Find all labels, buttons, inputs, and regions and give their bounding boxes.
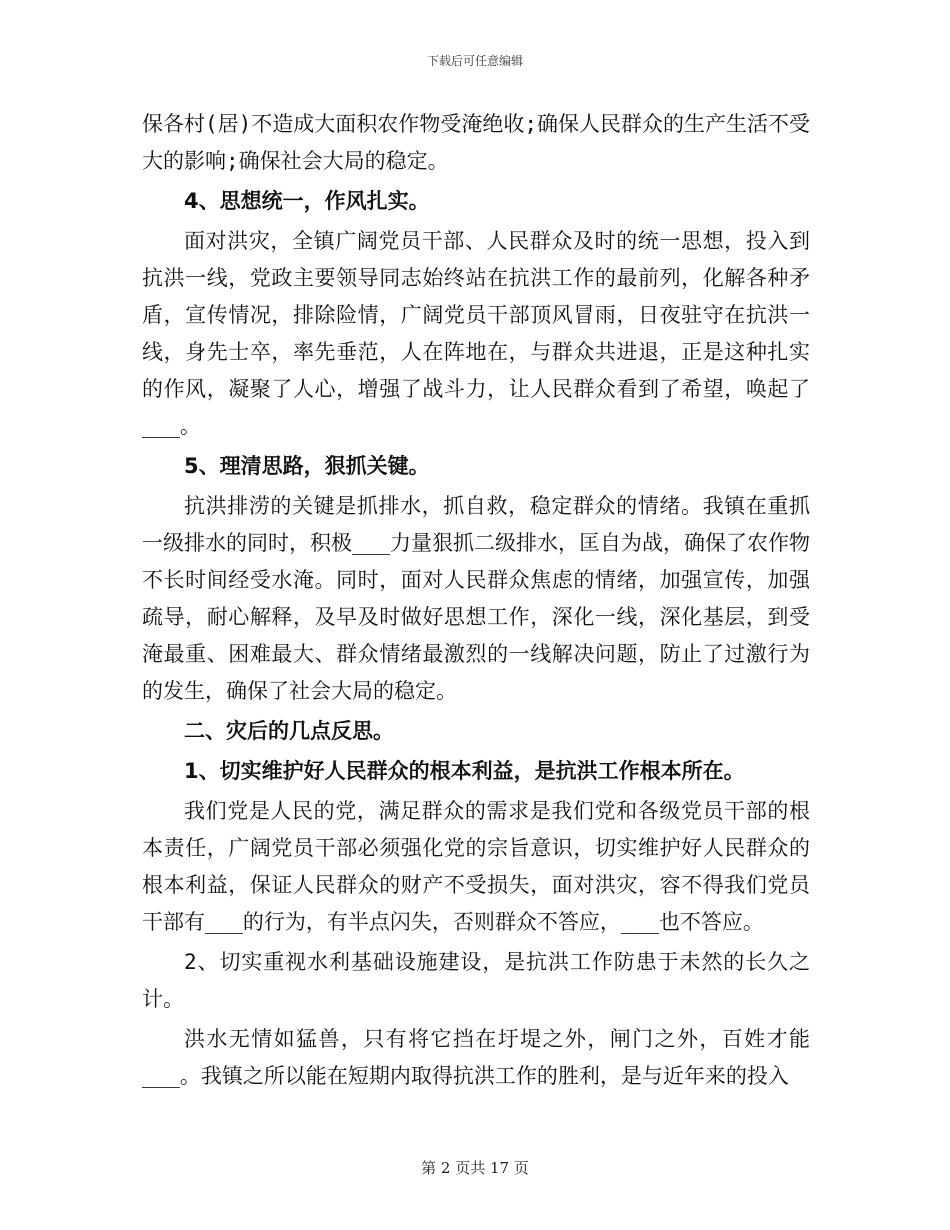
paragraph: 面对洪灾，全镇广阔党员干部、人民群众及时的统一思想，投入到抗洪一线，党政主要领导同志始终站在抗洪工作的最前列，化解各种矛盾，宣传情况，排除险情，广阔党员干部顶风冒雨，日夜驻守在抗洪一线，身先士卒，率先垂范，人在阵地在，与群众共进退，正是这种扎实的作风，凝聚了人心，增强了战斗力，让人民群众看到了希望，唤起了___。 [142, 229, 810, 438]
section-heading: 4、思想统一，作风扎实。 [184, 189, 430, 213]
page-number: 第 2 页共 17 页 [421, 1159, 529, 1177]
document-body [142, 106, 810, 1095]
section-heading: 1、切实维护好人民群众的根本利益，是抗洪工作根本所在。 [184, 759, 745, 783]
paragraph: 2、切实重视水利基础设施建设，是抗洪工作防患于未然的长久之计。 [142, 950, 810, 1011]
page-header: 下载后可任意编辑 [426, 54, 523, 68]
paragraph: 我们党是人民的党，满足群众的需求是我们党和各级党员干部的根本责任，广阔党员干部必须强化党的宗旨意识，切实维护好人民群众的根本利益，保证人民群众的财产不受损失，面对洪灾，容不得我们党员干部有___的行为，有半点闪失，否则群众不答应，___也不答应。 [142, 799, 810, 934]
paragraph: 抗洪排涝的关键是抓排水，抓自救，稳定群众的情绪。我镇在重抓一级排水的同时，积极___力量狠抓二级排水，匡自为战，确保了农作物不长时间经受水淹。同时，面对人民群众焦虑的情绪，加强宣传，加强疏导，耐心解释，及早及时做好思想工作，深化一线，深化基层，到受淹最重、困难最大、群众情绪最激烈的一线解决问题，防止了过激行为的发生，确保了社会大局的稳定。 [142, 494, 810, 703]
section-heading: 二、灾后的几点反思。 [184, 719, 394, 743]
paragraph: 保各村(居)不造成大面积农作物受淹绝收;确保人民群众的生产生活不受大的影响;确保社会大局的稳定。 [142, 112, 810, 173]
paragraph: 洪水无情如猛兽，只有将它挡在圩堤之外，闸门之外，百姓才能___。我镇之所以能在短期内取得抗洪工作的胜利，是与近年来的投入 [142, 1027, 810, 1088]
section-heading: 5、理清思路，狠抓关键。 [184, 454, 430, 478]
